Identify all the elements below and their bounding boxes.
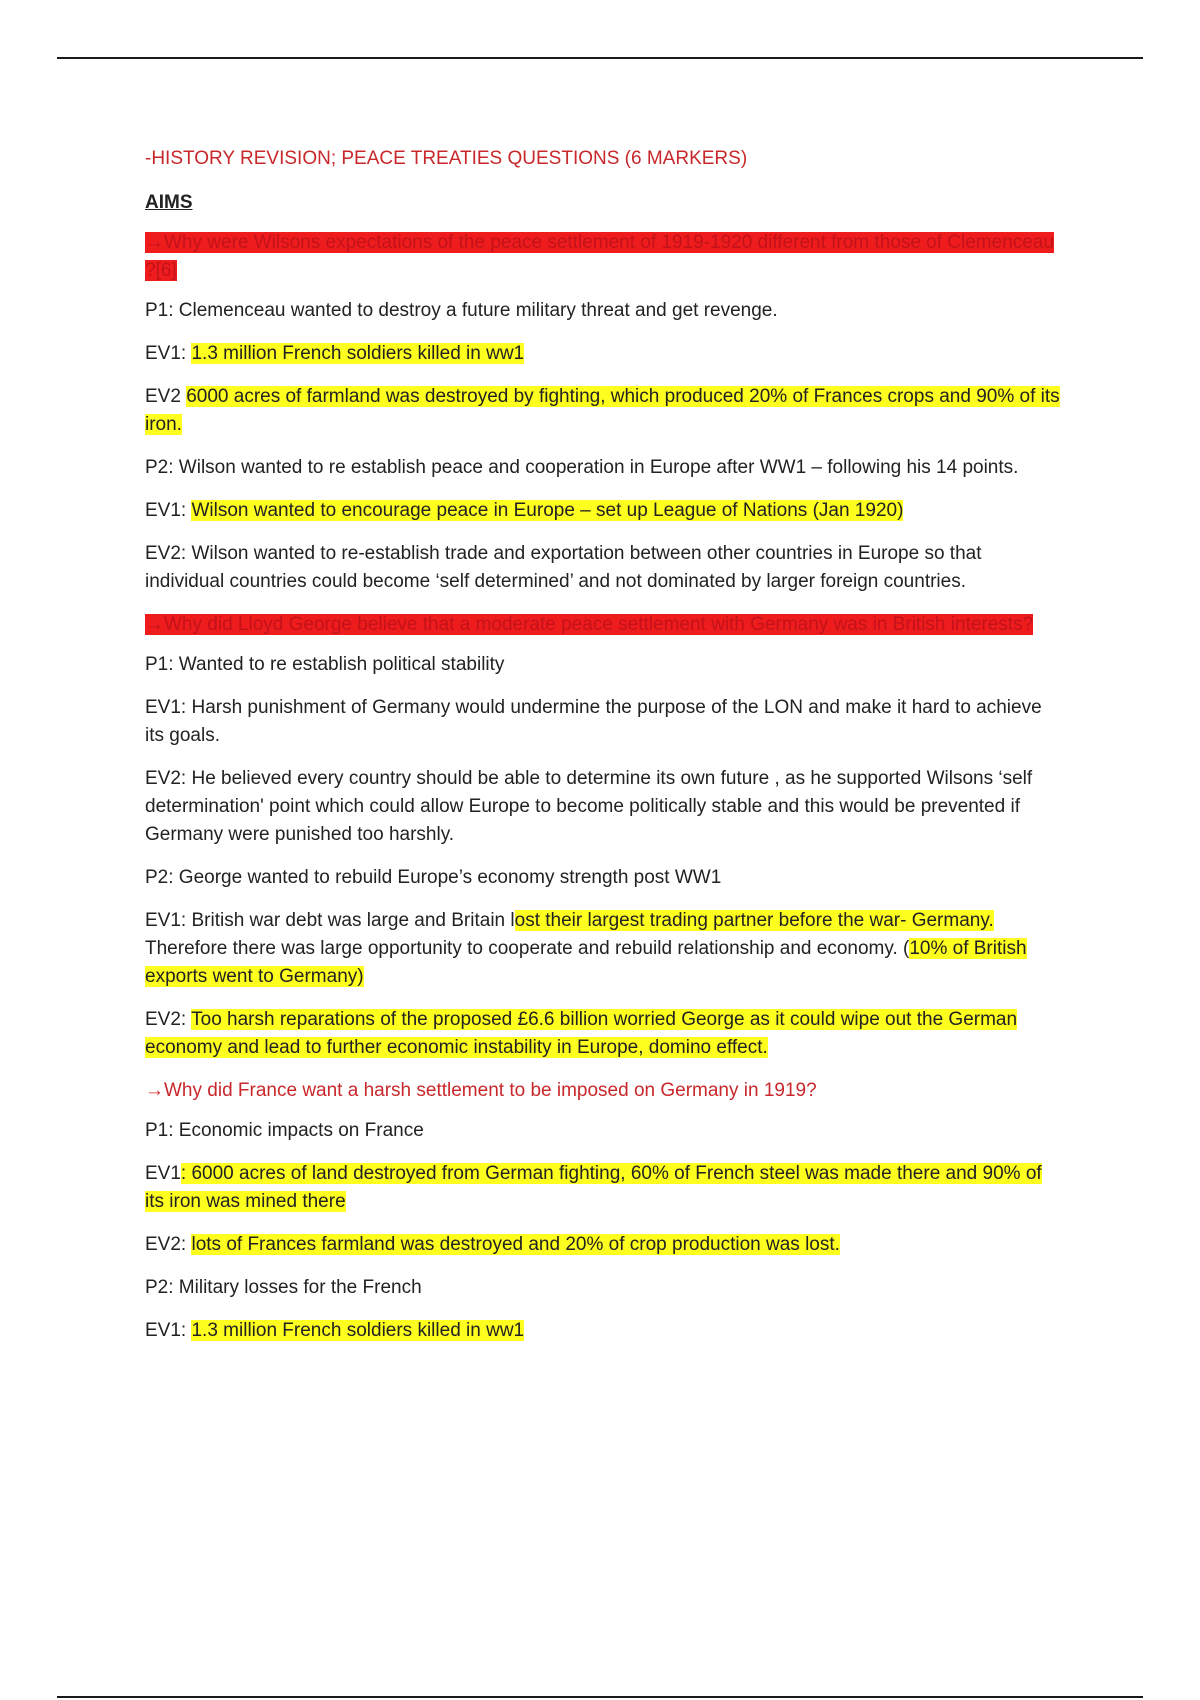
question-1-text: Why were Wilsons expectations of the peace settlement of 1919-1920 different from those of Clemenceau ?[6]	[145, 232, 1054, 281]
highlighted-evidence: 1.3 million French soldiers killed in ww1	[191, 1320, 525, 1341]
highlighted-evidence: 6000 acres of farmland was destroyed by fighting, which produced 20% of Frances crops and 90% of its iron.	[145, 386, 1060, 435]
evidence-label: EV1:	[145, 343, 192, 364]
q1-point-2-evidence-1	[145, 497, 1065, 525]
evidence-label: EV2	[145, 386, 187, 407]
q2-point-1: P1: Wanted to re establish political stability	[145, 654, 505, 675]
aims-heading: AIMS	[145, 192, 193, 213]
evidence-label: EV1:	[145, 500, 192, 521]
highlighted-evidence: Too harsh reparations of the proposed £6.6 billion worried George as it could wipe out the German economy and lead to further economic instability in Europe, domino effect.	[145, 1009, 1018, 1058]
highlighted-evidence: 1.3 million French soldiers killed in ww1	[191, 343, 525, 364]
evidence-text: EV1: British war debt was large and Britain l	[145, 910, 515, 931]
footer-rule	[57, 1696, 1143, 1698]
header-rule	[57, 57, 1143, 59]
q1-point-2-evidence-2: EV2: Wilson wanted to re-establish trade and exportation between other countries in Europe so that individual countries could become ‘self determined’ and not dominated by larger foreign countries.	[145, 543, 982, 592]
evidence-label: EV1:	[145, 1320, 192, 1341]
q2-point-1-evidence-1: EV1: Harsh punishment of Germany would undermine the purpose of the LON and make it hard to achieve its goals.	[145, 697, 1042, 746]
highlighted-evidence: : 6000 acres of land destroyed from German fighting, 60% of French steel was made there and 90% of its iron was mined there	[145, 1163, 1042, 1212]
q2-point-1-evidence-2: EV2: He believed every country should be able to determine its own future , as he supported Wilsons ‘self determination' point which could allow Europe to become politically stable and this would be prevented if Germany were punished too harshly.	[145, 768, 1033, 845]
arrow-icon: →	[145, 1080, 164, 1101]
question-1	[145, 229, 1065, 285]
document-title: -HISTORY REVISION; PEACE TREATIES QUESTIONS (6 MARKERS)	[145, 148, 748, 169]
highlighted-evidence: Wilson wanted to encourage peace in Europe – set up League of Nations (Jan 1920)	[191, 500, 904, 521]
q2-point-2-evidence-1	[145, 907, 1065, 991]
q1-point-2: P2: Wilson wanted to re establish peace and cooperation in Europe after WW1 – following his 14 points.	[145, 457, 1019, 478]
arrow-icon: →	[145, 232, 164, 253]
evidence-label: EV2:	[145, 1234, 192, 1255]
q1-point-1-evidence-1	[145, 340, 1065, 368]
question-2-text: Why did Lloyd George believe that a moderate peace settlement with Germany was in British interests?	[164, 614, 1034, 635]
evidence-text: Therefore there was large opportunity to cooperate and rebuild relationship and economy. (	[145, 938, 910, 959]
q2-point-2-evidence-2	[145, 1006, 1065, 1062]
q3-point-2-evidence-1	[145, 1317, 1065, 1345]
highlighted-evidence: 10% of British exports went to Germany)	[145, 938, 1027, 987]
q1-point-1-evidence-2	[145, 383, 1065, 439]
arrow-icon: →	[145, 614, 164, 635]
highlighted-evidence: ost their largest trading partner before the war- Germany.	[514, 910, 994, 931]
highlighted-evidence: lots of Frances farmland was destroyed and 20% of crop production was lost.	[191, 1234, 840, 1255]
evidence-label: EV2:	[145, 1009, 192, 1030]
q3-point-2: P2: Military losses for the French	[145, 1277, 422, 1298]
q3-point-1-evidence-2	[145, 1231, 1065, 1259]
question-3	[145, 1077, 1065, 1105]
document-body	[145, 145, 1065, 1360]
q2-point-2: P2: George wanted to rebuild Europe’s economy strength post WW1	[145, 867, 722, 888]
q3-point-1: P1: Economic impacts on France	[145, 1120, 424, 1141]
evidence-label: EV1	[145, 1163, 181, 1184]
question-3-text: Why did France want a harsh settlement to be imposed on Germany in 1919?	[164, 1080, 817, 1101]
q1-point-1: P1: Clemenceau wanted to destroy a future military threat and get revenge.	[145, 300, 778, 321]
q3-point-1-evidence-1	[145, 1160, 1065, 1216]
question-2	[145, 611, 1065, 639]
